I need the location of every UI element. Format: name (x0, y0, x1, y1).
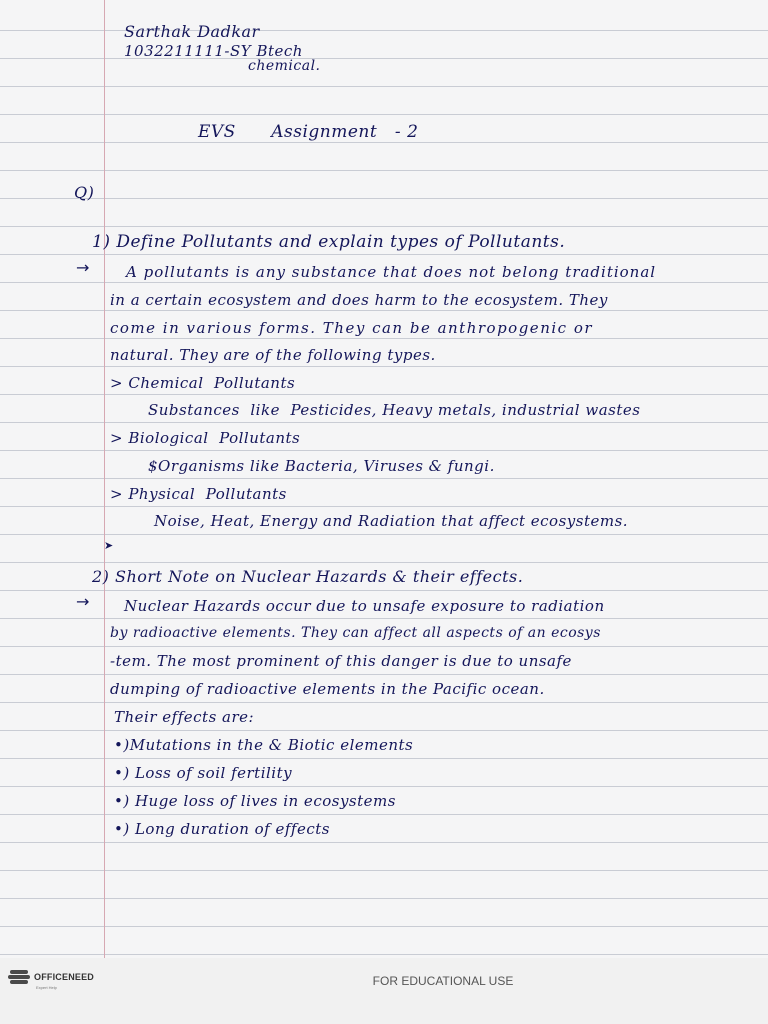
student-roll: 1032211111-SY Btech (124, 42, 303, 60)
q2-line: dumping of radioactive elements in the Pacific ocean. (110, 680, 545, 698)
q2-line: by radioactive elements. They can affect all aspects of an ecosys (110, 625, 601, 641)
footer-bar (0, 958, 768, 1024)
q1-heading: 1) Define Pollutants and explain types of Pollutants. (92, 232, 566, 252)
q1-line: Substances like Pesticides, Heavy metals, industrial wastes (148, 401, 641, 419)
q2-line: Nuclear Hazards occur due to unsafe exposure to radiation (124, 597, 605, 615)
q2-line: •) Huge loss of lives in ecosystems (114, 792, 396, 810)
student-name: Sarthak Dadkar (124, 22, 260, 41)
q1-line: > Chemical Pollutants (110, 374, 296, 392)
q1-line: $Organisms like Bacteria, Viruses & fungi. (148, 457, 495, 475)
q1-line: A pollutants is any substance that does not belong traditional (126, 263, 657, 281)
arrow-icon: ➤ (104, 539, 114, 552)
arrow-icon: → (76, 258, 90, 277)
q1-line: > Biological Pollutants (110, 429, 301, 447)
logo-text: OFFICENEED (34, 972, 95, 982)
logo-tagline: Expert Help (36, 985, 57, 990)
q2-heading: 2) Short Note on Nuclear Hazards & their effects. (92, 567, 524, 586)
question-label: Q) (74, 183, 95, 202)
q2-line: •) Long duration of effects (114, 820, 330, 838)
q2-line: •) Loss of soil fertility (114, 764, 293, 782)
q1-line: > Physical Pollutants (110, 485, 287, 503)
q2-line: -tem. The most prominent of this danger is due to unsafe (110, 652, 572, 670)
q1-line: natural. They are of the following types. (110, 346, 436, 364)
assignment-title: EVS Assignment - 2 (198, 122, 419, 142)
educational-use-note: FOR EDUCATIONAL USE (372, 974, 514, 988)
q2-line: •)Mutations in the & Biotic elements (114, 736, 414, 754)
q2-line: Their effects are: (114, 708, 255, 726)
q1-line: come in various forms. They can be anthropogenic or (110, 319, 594, 337)
margin-line (104, 0, 105, 958)
arrow-icon: → (76, 592, 90, 611)
q1-line: in a certain ecosystem and does harm to the ecosystem. They (110, 291, 608, 309)
q1-line: Noise, Heat, Energy and Radiation that affect ecosystems. (154, 512, 629, 530)
student-branch: chemical. (248, 58, 321, 74)
